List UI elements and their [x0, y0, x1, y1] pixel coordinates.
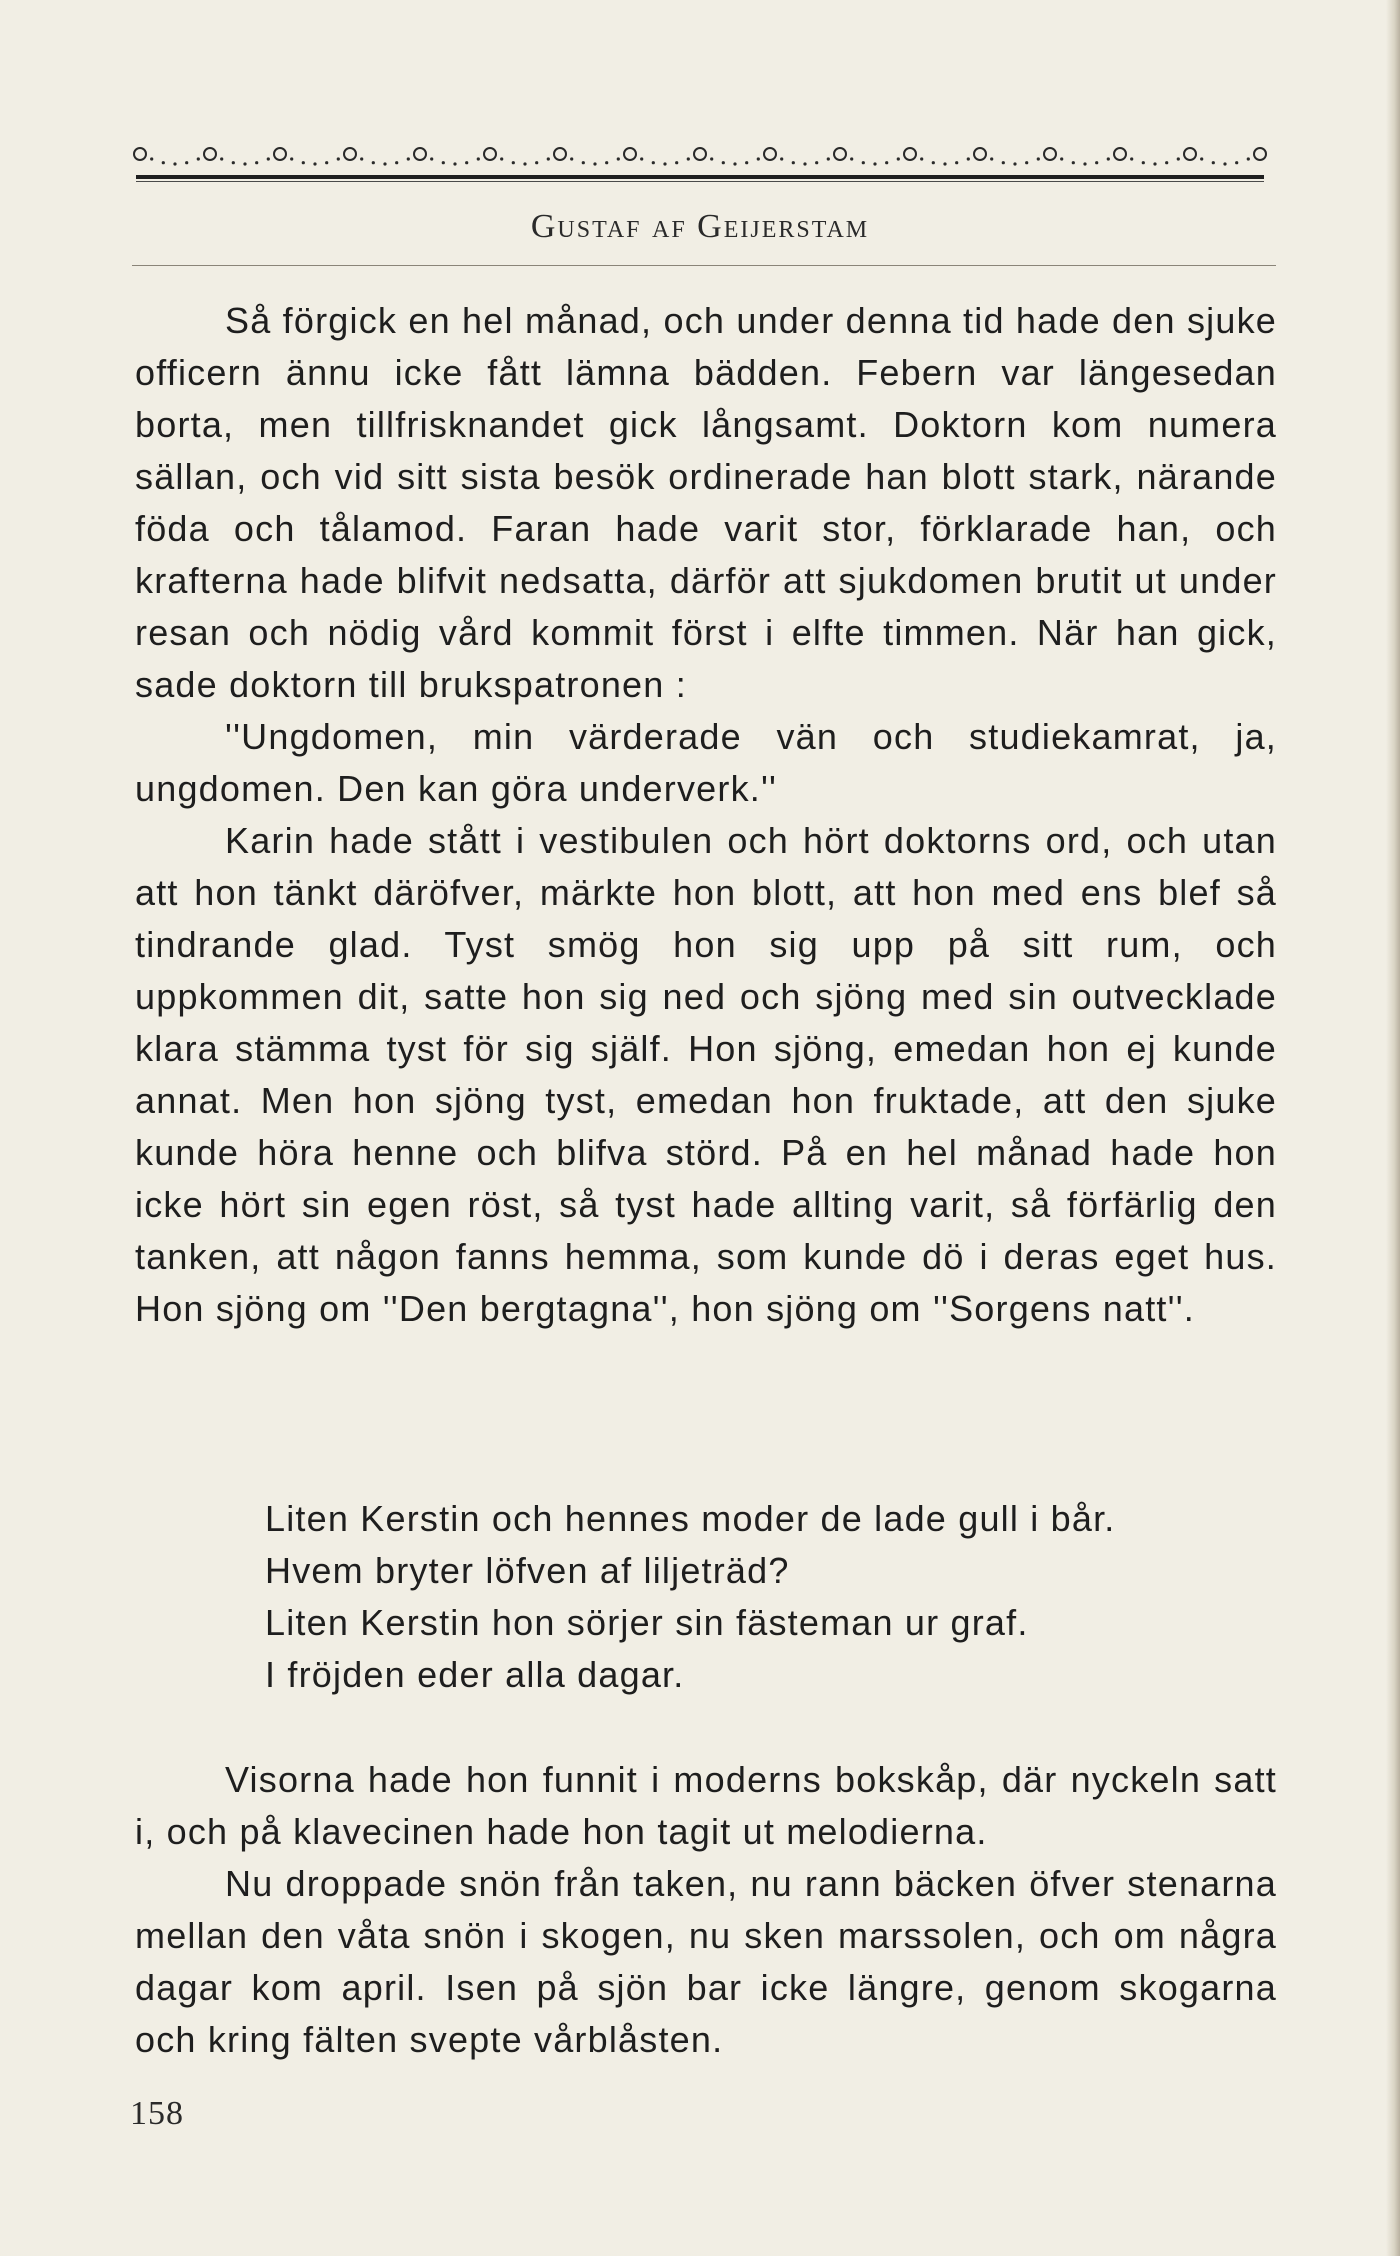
ornament-ring [134, 148, 146, 160]
ornament-dot [1013, 162, 1016, 165]
ornament-dot [220, 157, 223, 160]
ornament-dot [570, 157, 573, 160]
ornament-dot [395, 161, 398, 164]
ornament-dot [1235, 161, 1238, 164]
ornament-dot [885, 161, 888, 164]
ornament-dot [687, 157, 690, 160]
ornament-dot [453, 162, 456, 165]
ornament-dot [920, 157, 923, 160]
ornament-dot [162, 161, 165, 164]
ornament-dot [1247, 157, 1250, 160]
ornament-dot [932, 161, 935, 164]
ornament-dot [663, 162, 666, 165]
ornament-dot [1212, 161, 1215, 164]
paragraph: Så förgick en hel månad, och under denna tid hade den sjuke officern ännu icke fått lämna bädden. Febern var längesedan borta, men tillfrisknandet gick långsamt. Doktorn kom numera sällan, och vid sitt sista besök ordinerade han blott stark, närande föda och tålamod. Faran hade varit stor, förklarade han, och krafterna hade blifvit nedsatta, därför att sjukdomen brutit ut under resan och nödig vård kommit först i elfte timmen. När han gick, sade doktorn till brukspatronen : [135, 300, 1277, 705]
ornament-dot [1200, 157, 1203, 160]
ornament-dot [1153, 162, 1156, 165]
ornament-dot [150, 157, 153, 160]
ornament-dot [500, 157, 503, 160]
ornament-dot [313, 162, 316, 165]
ornament-dot [780, 157, 783, 160]
ornament-dot [733, 162, 736, 165]
ornament-dot [955, 161, 958, 164]
ornament-dot [512, 161, 515, 164]
ornament-ring [1114, 148, 1126, 160]
ornament-dot [442, 161, 445, 164]
ornament-dot [943, 162, 946, 165]
ornament-ring [204, 148, 216, 160]
ornament-dot [1130, 157, 1133, 160]
ornament-dot [617, 157, 620, 160]
main-text-before-poem [135, 295, 1277, 1335]
ornament-ring [484, 148, 496, 160]
paragraph: Visorna hade hon funnit i moderns bokskåp, där nyckeln satt i, och på klavecinen hade hon tagit ut melodierna. [135, 1759, 1277, 1852]
ornament-dot [990, 157, 993, 160]
ornament-dot [815, 161, 818, 164]
ornament-ring [1184, 148, 1196, 160]
ornament-dot [325, 161, 328, 164]
ornament-ring [1254, 148, 1266, 160]
ornament-ring [974, 148, 986, 160]
ornament-dot [1025, 161, 1028, 164]
ornament-dot [1177, 157, 1180, 160]
ornament-dot [710, 157, 713, 160]
page-edge-shadow [1386, 0, 1400, 2256]
ornament-dot [792, 161, 795, 164]
ornament-dot [232, 161, 235, 164]
ornament-dot [1223, 162, 1226, 165]
ornament-dot [757, 157, 760, 160]
ornament-dot [243, 162, 246, 165]
ornament-dot [605, 161, 608, 164]
ornament-dot [1060, 157, 1063, 160]
poem-line: I fröjden eder alla dagar. [265, 1654, 685, 1695]
main-text-after-poem [135, 1754, 1277, 2066]
ornament-dot [582, 161, 585, 164]
ornament-dot [302, 161, 305, 164]
ornament-dot [523, 162, 526, 165]
paragraph: Nu droppade snön från taken, nu rann bäcken öfver stenarna mellan den våta snön i skogen, nu sken marssolen, och om några dagar kom april. Isen på sjön bar icke längre, genom skogarna och kring fälten svepte vårblåsten. [135, 1863, 1277, 2060]
ornament-dot [430, 157, 433, 160]
ornament-dot [862, 161, 865, 164]
ornament-dot [372, 161, 375, 164]
ornament-dot [185, 161, 188, 164]
ornament-dot [675, 161, 678, 164]
poem-line: Liten Kerstin hon sörjer sin fästeman ur graf. [265, 1602, 1029, 1643]
ornament-dot [337, 157, 340, 160]
paragraph: Karin hade stått i vestibulen och hört doktorns ord, och utan att hon tänkt däröfver, märkte hon blott, att hon med ens blef så tindrande glad. Tyst smög hon sig upp på sitt rum, och uppkommen dit, satte hon sig ned och sjöng med sin outvecklade klara stämma tyst för sig själf. Hon sjöng, emedan hon ej kunde annat. Men hon sjöng tyst, emedan hon fruktade, att den sjuke kunde höra henne och blifva störd. På en hel månad hade hon icke hört sin egen röst, så tyst hade allting varit, så förfärlig den tanken, att någon fanns hemma, som kunde dö i deras eget hus. Hon sjöng om ''Den bergtagna'', hon sjöng om ''Sorgens natt''. [135, 820, 1277, 1329]
ornament-dot [1095, 161, 1098, 164]
decorative-header-ornament [128, 128, 1276, 184]
paragraph: ''Ungdomen, min värderade vän och studiekamrat, ja, ungdomen. Den kan göra underverk.'' [135, 716, 1277, 809]
ornament-dot [640, 157, 643, 160]
ornament-ring [554, 148, 566, 160]
ornament-ring [1044, 148, 1056, 160]
ornament-ring [274, 148, 286, 160]
ornament-ring [694, 148, 706, 160]
ornament-dot [873, 162, 876, 165]
header-divider [132, 265, 1276, 266]
ornament-dot [255, 161, 258, 164]
ornament-dot [1002, 161, 1005, 164]
ornament-ring [904, 148, 916, 160]
ornament-dot [897, 157, 900, 160]
ornament-dot [465, 161, 468, 164]
ornament-dot [383, 162, 386, 165]
ornament-dot [803, 162, 806, 165]
poem-line: Liten Kerstin och hennes moder de lade gull i bår. [265, 1498, 1116, 1539]
ornament-dot [407, 157, 410, 160]
ornament-dot [360, 157, 363, 160]
ornament-dot [1072, 161, 1075, 164]
ornament-dot [267, 157, 270, 160]
poem-line: Hvem bryter löfven af liljeträd? [265, 1550, 790, 1591]
ornament-dot [850, 157, 853, 160]
ornament-dot [1037, 157, 1040, 160]
ornament-dot [1165, 161, 1168, 164]
ornament-ring [414, 148, 426, 160]
ornament-dot [827, 157, 830, 160]
ornament-dot [967, 157, 970, 160]
ornament-dot [722, 161, 725, 164]
ornament-dot [1142, 161, 1145, 164]
running-header-author: Gustaf af Geijerstam [530, 208, 870, 245]
ornament-dot [1107, 157, 1110, 160]
ornament-dot [593, 162, 596, 165]
ornament-ring [344, 148, 356, 160]
ornament-dot [197, 157, 200, 160]
ornament-dot [547, 157, 550, 160]
ornament-dot [477, 157, 480, 160]
ornament-dot [1083, 162, 1086, 165]
ornament-dot [173, 162, 176, 165]
ornament-ring [624, 148, 636, 160]
ornament-ring [764, 148, 776, 160]
ornament-dot [535, 161, 538, 164]
ornament-dot [652, 161, 655, 164]
page-number: 158 [130, 2095, 184, 2132]
ornament-ring [834, 148, 846, 160]
ornament-dot [745, 161, 748, 164]
poem-stanza [265, 1493, 1116, 1701]
ornament-dot [290, 157, 293, 160]
